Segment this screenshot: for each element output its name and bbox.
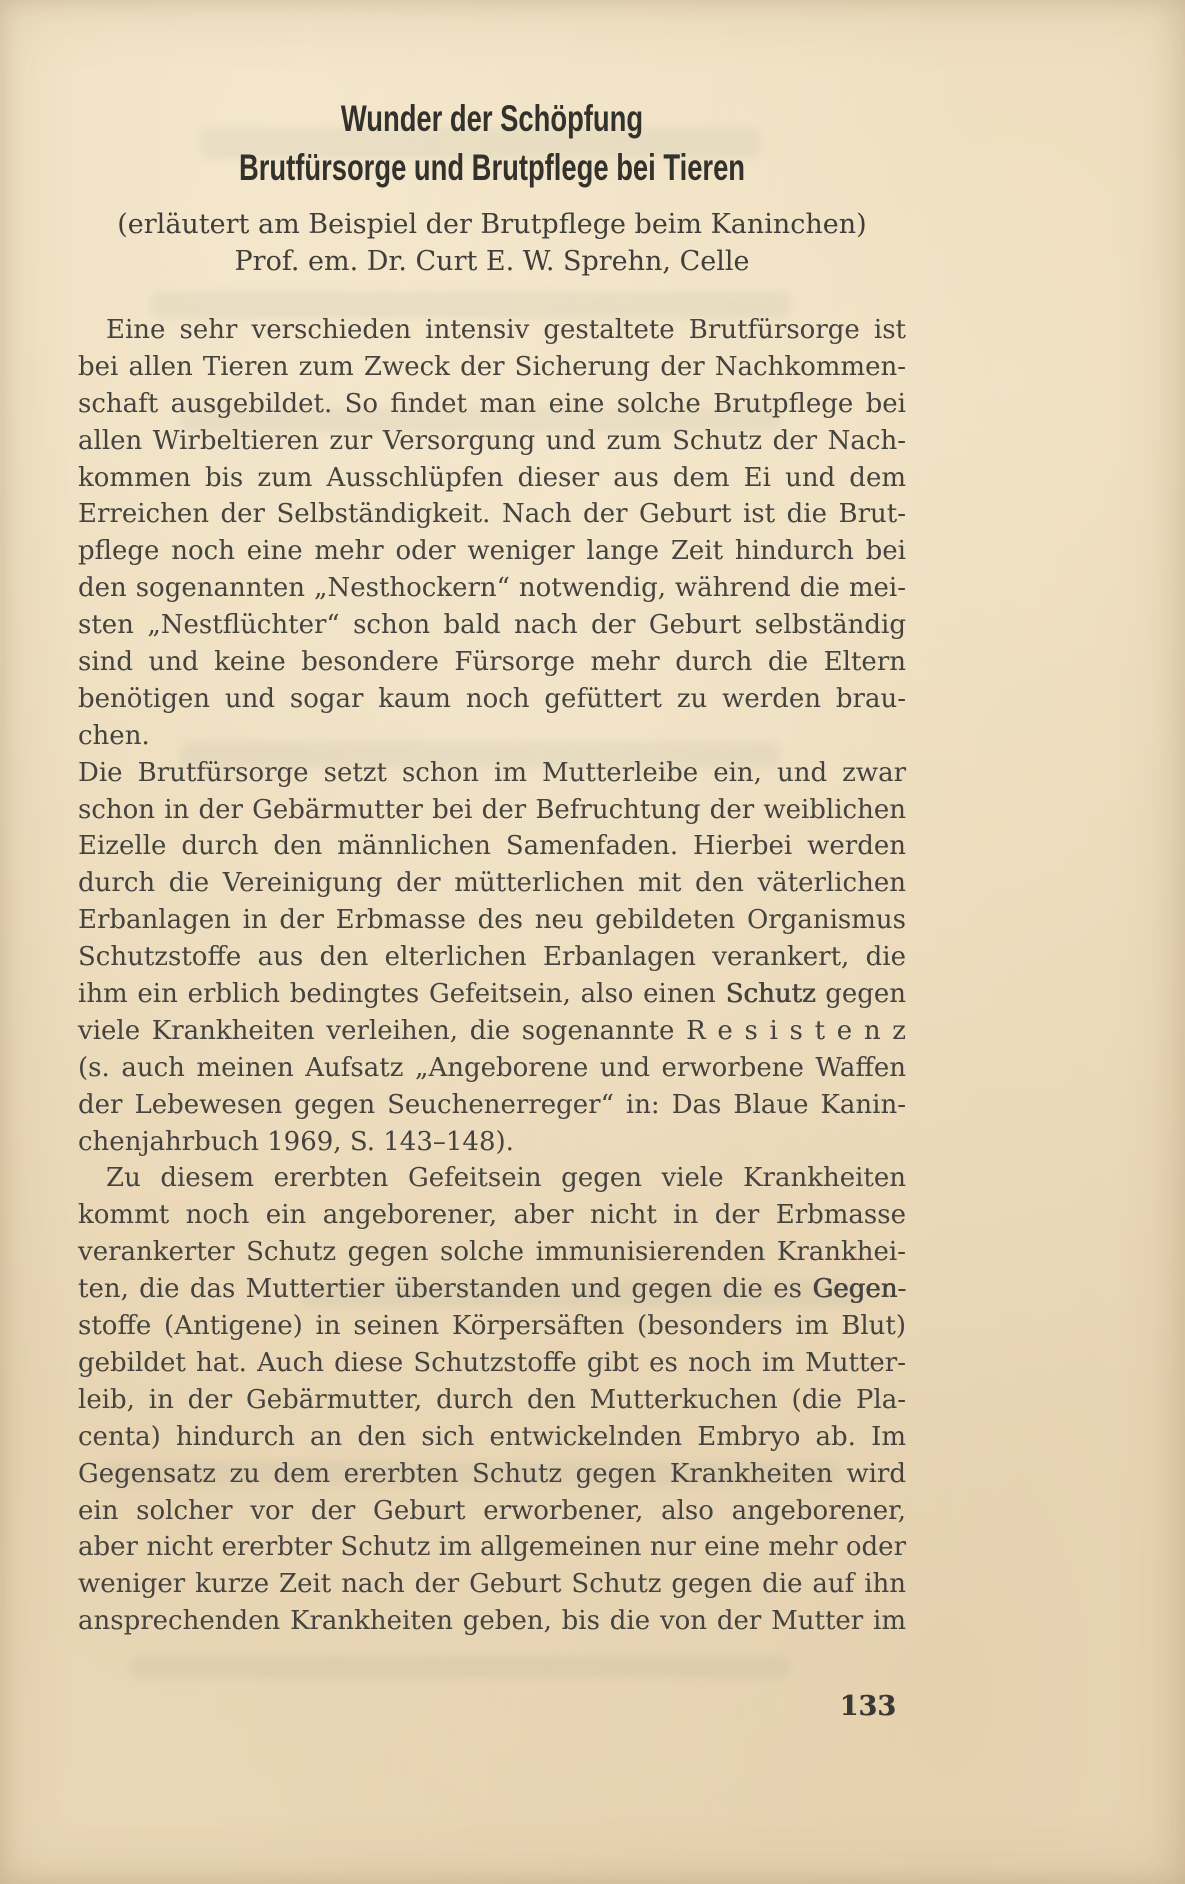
text-line: verankerter Schutz gegen solche immunisierenden Krankhei- xyxy=(78,1237,906,1268)
text-line: allen Wirbeltieren zur Versorgung und zum Schutz der Nach- xyxy=(78,425,906,456)
text-line: Erbanlagen in der Erbmasse des neu gebildeten Organismus xyxy=(78,905,906,936)
text-line: viele Krankheiten verleihen, die sogenannte R e s i s t e n z xyxy=(78,1015,906,1046)
text-line: schon in der Gebärmutter bei der Befruchtung der weiblichen xyxy=(78,794,906,825)
text-line: gebildet hat. Auch diese Schutzstoffe gibt es noch im Mutter- xyxy=(78,1347,906,1378)
page-title-line-1: Wunder der Schöpfung xyxy=(340,98,644,139)
subtitle-line-1: (erläutert am Beispiel der Brutpflege beim Kaninchen) xyxy=(117,209,867,240)
text-line: pflege noch eine mehr oder weniger lange Zeit hindurch bei xyxy=(78,536,906,567)
text-line: chenjahrbuch 1969, S. 143–148). xyxy=(78,1126,514,1157)
text-line: ein solcher vor der Geburt erworbener, also angeborener, xyxy=(78,1495,906,1526)
text-line: weniger kurze Zeit nach der Geburt Schutz gegen die auf ihn xyxy=(78,1569,906,1600)
text-line: ansprechenden Krankheiten geben, bis die von der Mutter im xyxy=(78,1606,906,1637)
text-line: Schutzstoffe aus den elterlichen Erbanlagen verankert, die xyxy=(78,942,906,973)
page-title-line-2: Brutfürsorge und Brutpflege bei Tieren xyxy=(238,147,746,188)
text-line: der Lebewesen gegen Seuchenerreger“ in: Das Blaue Kanin- xyxy=(78,1089,906,1120)
text-line: Eine sehr verschieden intensiv gestaltete Brutfürsorge ist xyxy=(106,315,906,345)
text-line: ten, die das Muttertier überstanden und gegen die es Gegen- xyxy=(78,1274,906,1305)
text-line: schaft ausgebildet. So findet man eine solche Brutpflege bei xyxy=(78,388,906,419)
text-line: chen. xyxy=(78,720,150,751)
page-header xyxy=(78,94,906,280)
show-through-smudge xyxy=(130,1656,790,1678)
text-line: Eizelle durch den männlichen Samenfaden. Hierbei werden xyxy=(78,831,906,862)
text-line: benötigen und sogar kaum noch gefüttert zu werden brau- xyxy=(78,683,906,714)
page-subtitle xyxy=(78,206,906,280)
body-text xyxy=(78,312,906,1640)
text-line: kommt noch ein angeborener, aber nicht in der Erbmasse xyxy=(78,1200,906,1231)
text-line: Gegensatz zu dem ererbten Schutz gegen Krankheiten wird xyxy=(78,1458,906,1489)
text-line: sten „Nestflüchter“ schon bald nach der Geburt selbständig xyxy=(78,610,906,641)
text-line: bei allen Tieren zum Zweck der Sicherung der Nachkommen- xyxy=(78,351,906,382)
text-line: Die Brutfürsorge setzt schon im Mutterleibe ein, und zwar xyxy=(78,757,906,788)
text-line: ihm ein erblich bedingtes Gefeitsein, also einen Schutz gegen xyxy=(78,979,906,1010)
text-line: centa) hindurch an den sich entwickelnden Embryo ab. Im xyxy=(78,1421,906,1452)
text-line: leib, in der Gebärmutter, durch den Mutterkuchen (die Pla- xyxy=(78,1384,906,1415)
text-line: den sogenannten „Nesthockern“ notwendig, während die mei- xyxy=(78,573,906,604)
text-line: stoffe (Antigene) in seinen Körpersäften (besonders im Blut) xyxy=(78,1311,906,1342)
text-line: Erreichen der Selbständigkeit. Nach der Geburt ist die Brut- xyxy=(78,499,906,530)
subtitle-line-2: Prof. em. Dr. Curt E. W. Sprehn, Celle xyxy=(234,246,750,277)
text-line: sind und keine besondere Fürsorge mehr durch die Eltern xyxy=(78,647,906,678)
text-line: (s. auch meinen Aufsatz „Angeborene und erworbene Waffen xyxy=(78,1052,906,1083)
page-number: 133 xyxy=(839,1691,896,1722)
text-line: durch die Vereinigung der mütterlichen mit den väterlichen xyxy=(78,868,906,899)
text-line: kommen bis zum Ausschlüpfen dieser aus dem Ei und dem xyxy=(78,462,906,493)
text-line: aber nicht ererbter Schutz im allgemeinen nur eine mehr oder xyxy=(78,1532,906,1563)
text-line: Zu diesem ererbten Gefeitsein gegen viele Krankheiten xyxy=(106,1163,906,1194)
